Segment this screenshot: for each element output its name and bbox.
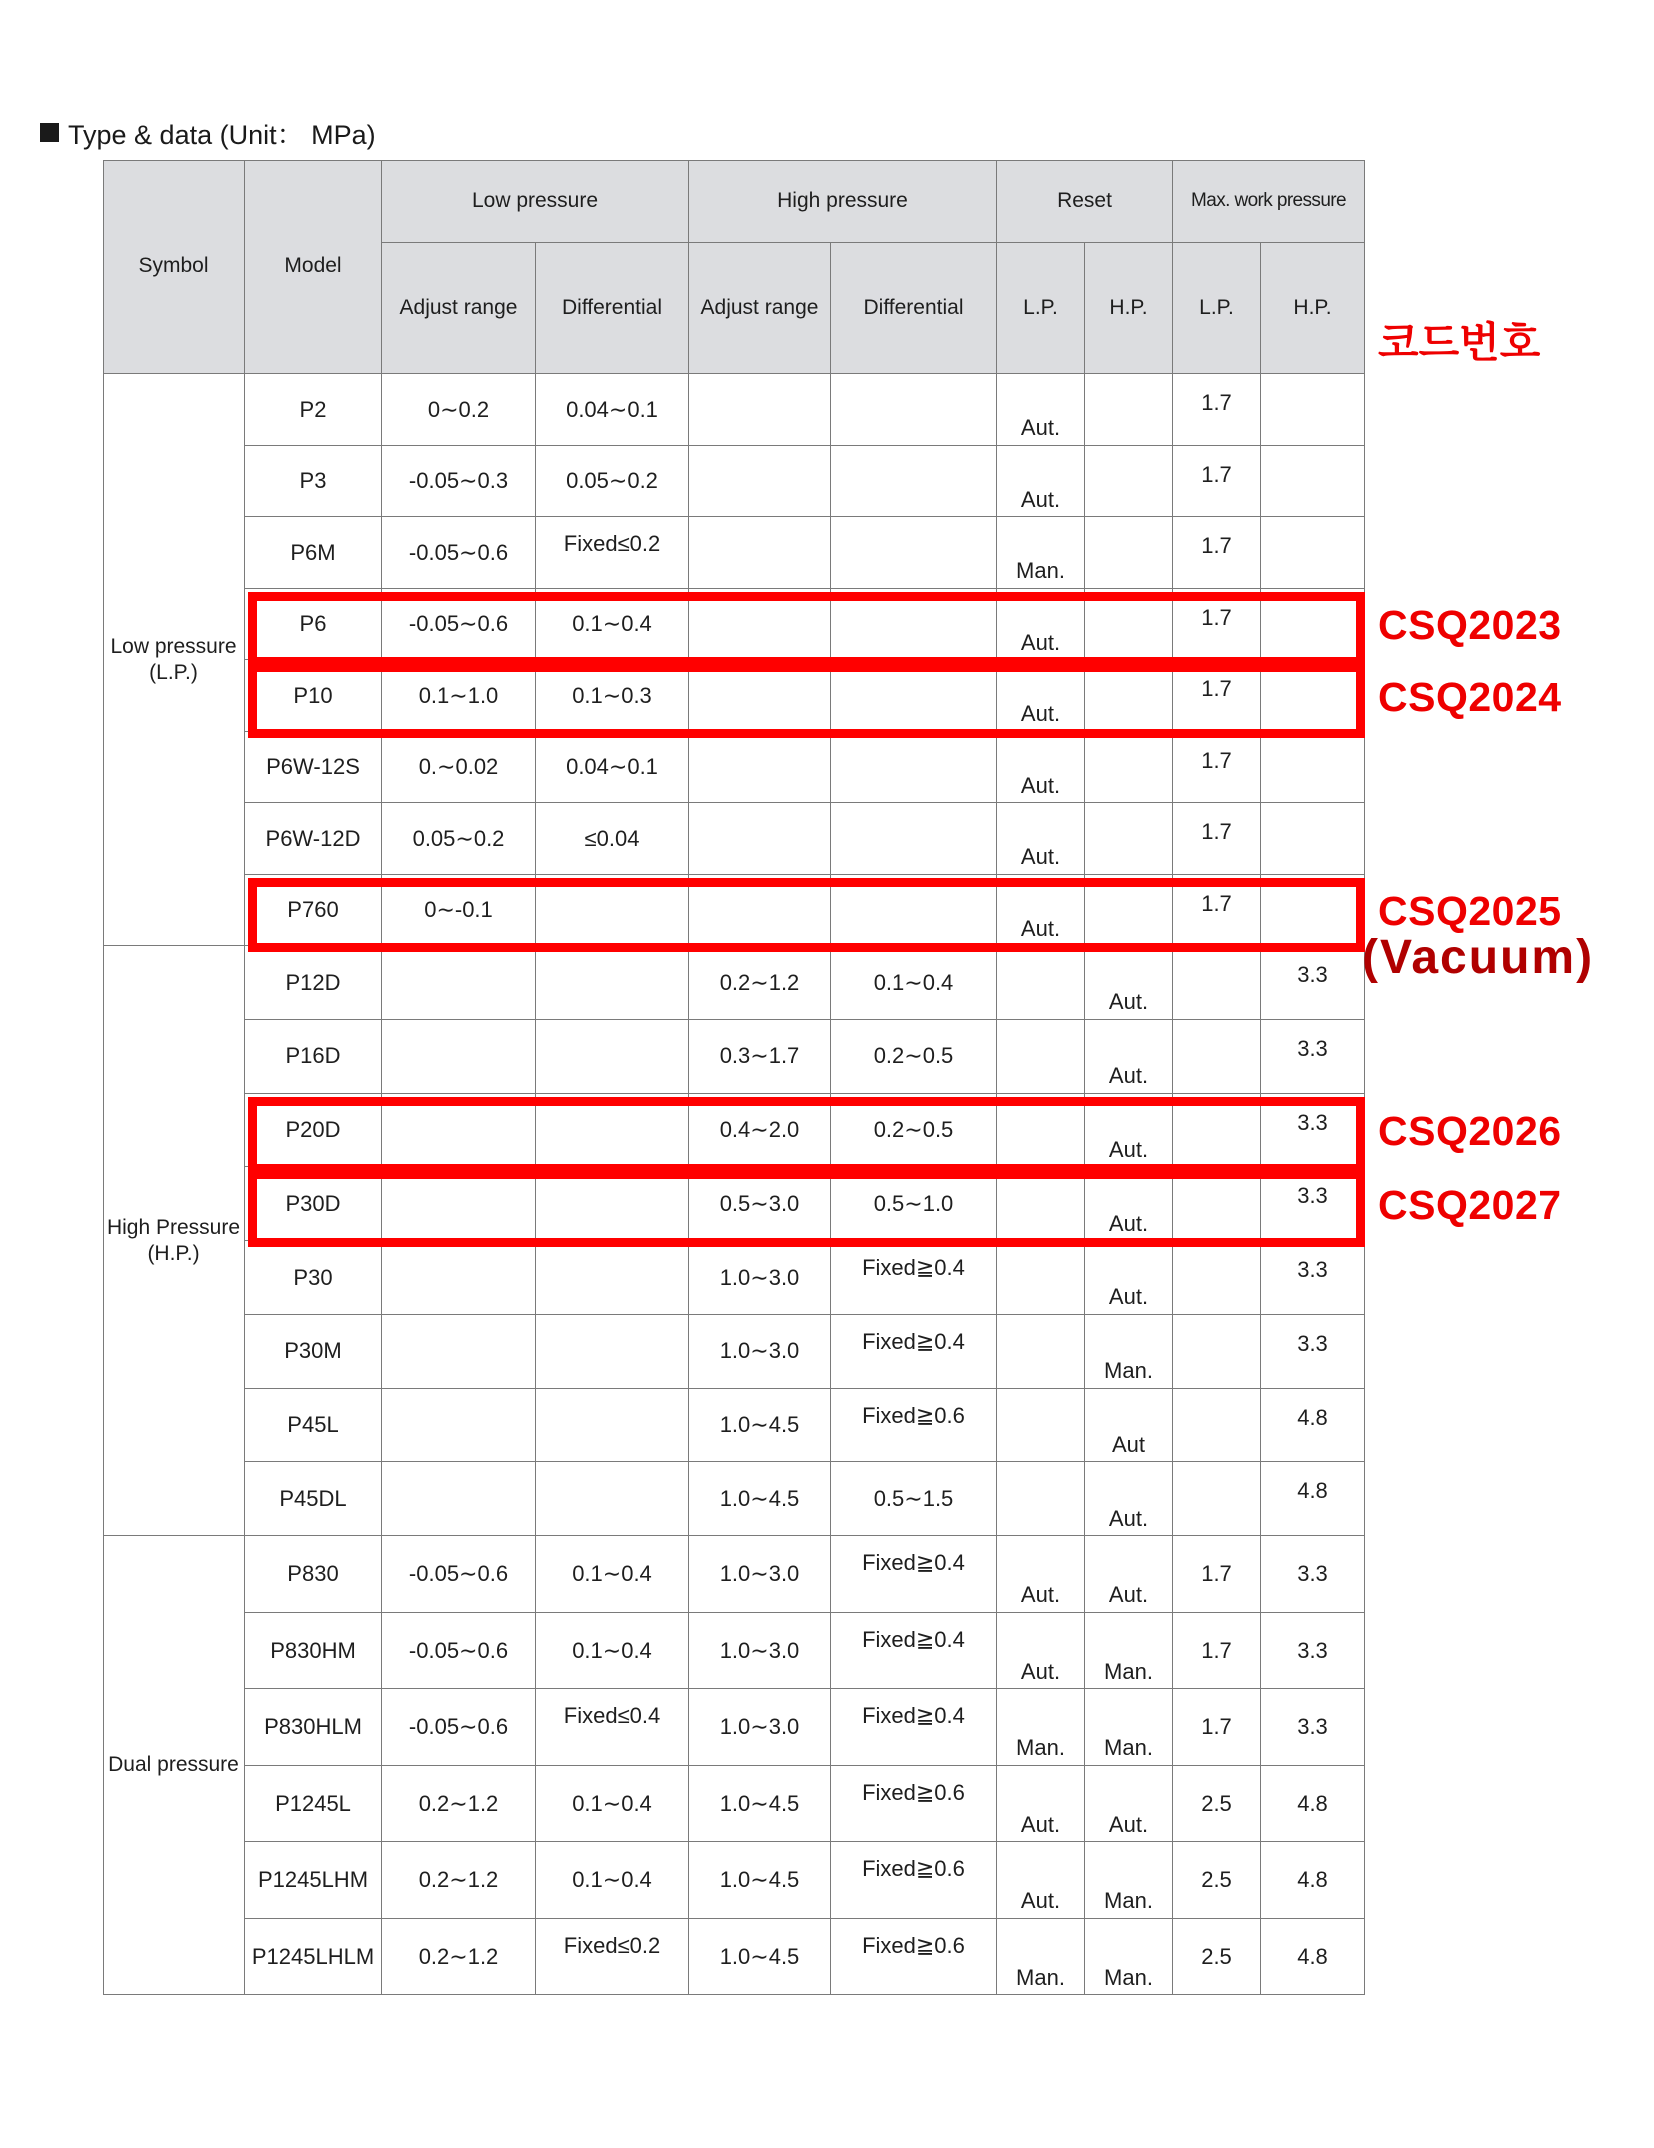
- max-lp-cell: [1173, 1389, 1261, 1463]
- lp-adjust-range-cell: -0.05∼0.6: [382, 517, 536, 589]
- header-max-work-pressure: Max. work pressure: [1173, 160, 1365, 243]
- lp-adjust-range-cell: [382, 1315, 536, 1389]
- reset-hp-cell: Man.: [1085, 1689, 1173, 1766]
- model-cell: P1245LHM: [245, 1842, 382, 1919]
- max-lp-cell: [1173, 1167, 1261, 1241]
- model-cell: P10: [245, 660, 382, 732]
- section-title-text: Type & data (Unit： MPa): [68, 120, 376, 150]
- model-cell: P45L: [245, 1389, 382, 1463]
- hp-differential-cell: [831, 660, 997, 732]
- max-lp-cell: [1173, 946, 1261, 1020]
- max-lp-cell: 1.7: [1173, 1689, 1261, 1766]
- max-lp-cell: [1173, 1241, 1261, 1315]
- header-lp-adjust-range: Adjust range: [382, 243, 536, 374]
- max-lp-cell: [1173, 1315, 1261, 1389]
- lp-adjust-range-cell: 0.∼0.02: [382, 732, 536, 804]
- group-high-pressure: High Pressure (H.P.): [103, 946, 245, 1536]
- max-hp-cell: 4.8: [1261, 1919, 1365, 1996]
- lp-adjust-range-cell: -0.05∼0.6: [382, 1613, 536, 1690]
- lp-adjust-range-cell: -0.05∼0.6: [382, 1536, 536, 1613]
- reset-hp-cell: Aut.: [1085, 1167, 1173, 1241]
- hp-adjust-range-cell: [689, 732, 831, 804]
- lp-differential-cell: 0.04∼0.1: [536, 732, 689, 804]
- reset-hp-cell: [1085, 446, 1173, 518]
- hp-differential-cell: [831, 589, 997, 661]
- hp-adjust-range-cell: [689, 660, 831, 732]
- max-hp-cell: 4.8: [1261, 1462, 1365, 1536]
- max-lp-cell: [1173, 1094, 1261, 1168]
- hp-adjust-range-cell: 1.0∼4.5: [689, 1462, 831, 1536]
- hp-adjust-range-cell: 1.0∼3.0: [689, 1613, 831, 1690]
- lp-adjust-range-cell: 0∼0.2: [382, 374, 536, 446]
- group-dual-pressure: Dual pressure: [103, 1536, 245, 1995]
- max-lp-cell: 1.7: [1173, 517, 1261, 589]
- code-number-header: 코드번호: [1378, 319, 1541, 366]
- hp-differential-cell: [831, 875, 997, 947]
- reset-lp-cell: [997, 946, 1085, 1020]
- header-reset-lp: L.P.: [997, 243, 1085, 374]
- lp-adjust-range-cell: [382, 946, 536, 1020]
- hp-adjust-range-cell: 1.0∼4.5: [689, 1842, 831, 1919]
- lp-differential-cell: ≤0.04: [536, 803, 689, 875]
- hp-differential-cell: Fixed≧0.6: [831, 1842, 997, 1919]
- max-hp-cell: [1261, 374, 1365, 446]
- max-hp-cell: 3.3: [1261, 946, 1365, 1020]
- hp-differential-cell: 0.2∼0.5: [831, 1020, 997, 1094]
- model-cell: P16D: [245, 1020, 382, 1094]
- lp-differential-cell: 0.1∼0.4: [536, 1766, 689, 1843]
- hp-adjust-range-cell: [689, 374, 831, 446]
- header-high-pressure: High pressure: [689, 160, 997, 243]
- reset-lp-cell: Man.: [997, 1689, 1085, 1766]
- max-hp-cell: [1261, 732, 1365, 804]
- max-lp-cell: 1.7: [1173, 875, 1261, 947]
- hp-adjust-range-cell: [689, 517, 831, 589]
- max-hp-cell: [1261, 875, 1365, 947]
- reset-lp-cell: Aut.: [997, 374, 1085, 446]
- lp-differential-cell: 0.1∼0.4: [536, 1536, 689, 1613]
- max-hp-cell: [1261, 660, 1365, 732]
- max-hp-cell: 3.3: [1261, 1020, 1365, 1094]
- hp-adjust-range-cell: 0.5∼3.0: [689, 1167, 831, 1241]
- header-symbol: Symbol: [103, 160, 245, 374]
- max-lp-cell: 1.7: [1173, 660, 1261, 732]
- product-code-label: CSQ2026: [1378, 1108, 1562, 1155]
- lp-adjust-range-cell: [382, 1241, 536, 1315]
- model-cell: P30M: [245, 1315, 382, 1389]
- reset-lp-cell: [997, 1167, 1085, 1241]
- max-lp-cell: 1.7: [1173, 374, 1261, 446]
- lp-adjust-range-cell: [382, 1389, 536, 1463]
- reset-hp-cell: [1085, 517, 1173, 589]
- hp-adjust-range-cell: 1.0∼3.0: [689, 1241, 831, 1315]
- reset-hp-cell: Aut.: [1085, 1536, 1173, 1613]
- lp-adjust-range-cell: -0.05∼0.6: [382, 1689, 536, 1766]
- header-max-hp: H.P.: [1261, 243, 1365, 374]
- lp-differential-cell: Fixed≤0.2: [536, 1919, 689, 1996]
- lp-differential-cell: [536, 1462, 689, 1536]
- lp-adjust-range-cell: -0.05∼0.6: [382, 589, 536, 661]
- header-reset-hp: H.P.: [1085, 243, 1173, 374]
- reset-hp-cell: [1085, 875, 1173, 947]
- lp-differential-cell: [536, 1315, 689, 1389]
- hp-adjust-range-cell: 1.0∼3.0: [689, 1536, 831, 1613]
- max-hp-cell: 3.3: [1261, 1094, 1365, 1168]
- max-hp-cell: 4.8: [1261, 1842, 1365, 1919]
- max-hp-cell: 3.3: [1261, 1167, 1365, 1241]
- header-reset: Reset: [997, 160, 1173, 243]
- model-cell: P6: [245, 589, 382, 661]
- hp-differential-cell: Fixed≧0.4: [831, 1613, 997, 1690]
- model-cell: P30D: [245, 1167, 382, 1241]
- reset-hp-cell: Aut.: [1085, 1766, 1173, 1843]
- max-hp-cell: 4.8: [1261, 1766, 1365, 1843]
- max-hp-cell: 3.3: [1261, 1689, 1365, 1766]
- lp-differential-cell: [536, 1389, 689, 1463]
- header-low-pressure: Low pressure: [382, 160, 689, 243]
- reset-lp-cell: [997, 1389, 1085, 1463]
- model-cell: P1245L: [245, 1766, 382, 1843]
- model-cell: P30: [245, 1241, 382, 1315]
- reset-lp-cell: Man.: [997, 517, 1085, 589]
- model-cell: P12D: [245, 946, 382, 1020]
- lp-differential-cell: 0.1∼0.4: [536, 589, 689, 661]
- reset-hp-cell: Aut.: [1085, 1020, 1173, 1094]
- hp-adjust-range-cell: [689, 446, 831, 518]
- reset-lp-cell: [997, 1241, 1085, 1315]
- hp-differential-cell: Fixed≧0.4: [831, 1689, 997, 1766]
- hp-differential-cell: Fixed≧0.4: [831, 1241, 997, 1315]
- lp-adjust-range-cell: 0.05∼0.2: [382, 803, 536, 875]
- hp-adjust-range-cell: 1.0∼3.0: [689, 1315, 831, 1389]
- max-hp-cell: [1261, 446, 1365, 518]
- hp-adjust-range-cell: [689, 875, 831, 947]
- reset-lp-cell: Aut.: [997, 446, 1085, 518]
- reset-hp-cell: Man.: [1085, 1613, 1173, 1690]
- reset-hp-cell: [1085, 589, 1173, 661]
- product-code-label: CSQ2023: [1378, 602, 1562, 649]
- reset-hp-cell: Aut: [1085, 1389, 1173, 1463]
- model-cell: P830HM: [245, 1613, 382, 1690]
- model-cell: P6W-12S: [245, 732, 382, 804]
- reset-lp-cell: [997, 1094, 1085, 1168]
- max-lp-cell: 1.7: [1173, 446, 1261, 518]
- reset-lp-cell: Aut.: [997, 732, 1085, 804]
- max-hp-cell: 3.3: [1261, 1536, 1365, 1613]
- model-cell: P830: [245, 1536, 382, 1613]
- reset-hp-cell: Aut.: [1085, 1241, 1173, 1315]
- max-hp-cell: [1261, 517, 1365, 589]
- reset-lp-cell: Aut.: [997, 1842, 1085, 1919]
- model-cell: P3: [245, 446, 382, 518]
- lp-adjust-range-cell: 0.2∼1.2: [382, 1842, 536, 1919]
- max-hp-cell: 4.8: [1261, 1389, 1365, 1463]
- max-lp-cell: [1173, 1462, 1261, 1536]
- max-lp-cell: 1.7: [1173, 589, 1261, 661]
- model-cell: P20D: [245, 1094, 382, 1168]
- header-hp-differential: Differential: [831, 243, 997, 374]
- hp-differential-cell: [831, 803, 997, 875]
- section-title: [40, 113, 376, 152]
- reset-hp-cell: Man.: [1085, 1842, 1173, 1919]
- reset-hp-cell: [1085, 803, 1173, 875]
- lp-differential-cell: [536, 1020, 689, 1094]
- lp-differential-cell: 0.04∼0.1: [536, 374, 689, 446]
- reset-hp-cell: [1085, 660, 1173, 732]
- model-cell: P760: [245, 875, 382, 947]
- max-hp-cell: 3.3: [1261, 1241, 1365, 1315]
- reset-hp-cell: [1085, 374, 1173, 446]
- lp-differential-cell: [536, 946, 689, 1020]
- hp-differential-cell: [831, 732, 997, 804]
- hp-differential-cell: Fixed≧0.6: [831, 1766, 997, 1843]
- hp-adjust-range-cell: 1.0∼3.0: [689, 1689, 831, 1766]
- lp-differential-cell: 0.1∼0.4: [536, 1842, 689, 1919]
- reset-hp-cell: Man.: [1085, 1919, 1173, 1996]
- reset-lp-cell: Aut.: [997, 803, 1085, 875]
- reset-lp-cell: [997, 1020, 1085, 1094]
- lp-differential-cell: [536, 1241, 689, 1315]
- hp-differential-cell: 0.2∼0.5: [831, 1094, 997, 1168]
- lp-adjust-range-cell: 0.2∼1.2: [382, 1919, 536, 1996]
- reset-lp-cell: Aut.: [997, 660, 1085, 732]
- hp-differential-cell: Fixed≧0.4: [831, 1536, 997, 1613]
- lp-differential-cell: Fixed≤0.4: [536, 1689, 689, 1766]
- hp-differential-cell: 0.5∼1.0: [831, 1167, 997, 1241]
- max-lp-cell: 2.5: [1173, 1766, 1261, 1843]
- reset-lp-cell: Aut.: [997, 875, 1085, 947]
- reset-hp-cell: Man.: [1085, 1315, 1173, 1389]
- max-lp-cell: 1.7: [1173, 1613, 1261, 1690]
- square-bullet-icon: [40, 123, 59, 142]
- lp-differential-cell: [536, 1167, 689, 1241]
- header-hp-adjust-range: Adjust range: [689, 243, 831, 374]
- reset-lp-cell: Aut.: [997, 1536, 1085, 1613]
- reset-lp-cell: Aut.: [997, 589, 1085, 661]
- reset-hp-cell: Aut.: [1085, 946, 1173, 1020]
- spec-table: [103, 160, 1365, 1995]
- hp-differential-cell: 0.1∼0.4: [831, 946, 997, 1020]
- max-hp-cell: 3.3: [1261, 1613, 1365, 1690]
- hp-adjust-range-cell: 1.0∼4.5: [689, 1766, 831, 1843]
- lp-differential-cell: [536, 875, 689, 947]
- model-cell: P45DL: [245, 1462, 382, 1536]
- reset-hp-cell: [1085, 732, 1173, 804]
- product-code-label: CSQ2025: [1378, 888, 1562, 935]
- model-cell: P2: [245, 374, 382, 446]
- lp-adjust-range-cell: [382, 1020, 536, 1094]
- header-max-lp: L.P.: [1173, 243, 1261, 374]
- hp-adjust-range-cell: 0.4∼2.0: [689, 1094, 831, 1168]
- max-lp-cell: 1.7: [1173, 1536, 1261, 1613]
- model-cell: P6W-12D: [245, 803, 382, 875]
- lp-differential-cell: [536, 1094, 689, 1168]
- lp-differential-cell: 0.1∼0.4: [536, 1613, 689, 1690]
- hp-differential-cell: [831, 446, 997, 518]
- lp-differential-cell: Fixed≤0.2: [536, 517, 689, 589]
- max-lp-cell: 1.7: [1173, 803, 1261, 875]
- hp-differential-cell: [831, 517, 997, 589]
- lp-adjust-range-cell: 0.1∼1.0: [382, 660, 536, 732]
- header-lp-differential: Differential: [536, 243, 689, 374]
- reset-lp-cell: Man.: [997, 1919, 1085, 1996]
- group-low-pressure: Low pressure (L.P.): [103, 374, 245, 946]
- model-cell: P6M: [245, 517, 382, 589]
- reset-hp-cell: Aut.: [1085, 1462, 1173, 1536]
- reset-lp-cell: Aut.: [997, 1766, 1085, 1843]
- lp-adjust-range-cell: [382, 1094, 536, 1168]
- lp-adjust-range-cell: -0.05∼0.3: [382, 446, 536, 518]
- model-cell: P830HLM: [245, 1689, 382, 1766]
- max-hp-cell: [1261, 589, 1365, 661]
- hp-differential-cell: Fixed≧0.4: [831, 1315, 997, 1389]
- hp-adjust-range-cell: 0.3∼1.7: [689, 1020, 831, 1094]
- hp-differential-cell: [831, 374, 997, 446]
- lp-adjust-range-cell: [382, 1462, 536, 1536]
- hp-differential-cell: 0.5∼1.5: [831, 1462, 997, 1536]
- max-lp-cell: 2.5: [1173, 1842, 1261, 1919]
- product-code-label: CSQ2027: [1378, 1182, 1562, 1229]
- lp-differential-cell: 0.05∼0.2: [536, 446, 689, 518]
- hp-differential-cell: Fixed≧0.6: [831, 1389, 997, 1463]
- hp-adjust-range-cell: 1.0∼4.5: [689, 1389, 831, 1463]
- lp-differential-cell: 0.1∼0.3: [536, 660, 689, 732]
- model-cell: P1245LHLM: [245, 1919, 382, 1996]
- hp-adjust-range-cell: [689, 803, 831, 875]
- reset-lp-cell: [997, 1315, 1085, 1389]
- lp-adjust-range-cell: 0∼-0.1: [382, 875, 536, 947]
- max-lp-cell: [1173, 1020, 1261, 1094]
- lp-adjust-range-cell: [382, 1167, 536, 1241]
- hp-adjust-range-cell: 0.2∼1.2: [689, 946, 831, 1020]
- product-code-label: CSQ2024: [1378, 673, 1562, 720]
- max-hp-cell: 3.3: [1261, 1315, 1365, 1389]
- hp-adjust-range-cell: 1.0∼4.5: [689, 1919, 831, 1996]
- reset-lp-cell: [997, 1462, 1085, 1536]
- max-lp-cell: 1.7: [1173, 732, 1261, 804]
- lp-adjust-range-cell: 0.2∼1.2: [382, 1766, 536, 1843]
- max-lp-cell: 2.5: [1173, 1919, 1261, 1996]
- reset-lp-cell: Aut.: [997, 1613, 1085, 1690]
- reset-hp-cell: Aut.: [1085, 1094, 1173, 1168]
- hp-adjust-range-cell: [689, 589, 831, 661]
- vacuum-note: (Vacuum): [1362, 931, 1595, 985]
- header-model: Model: [245, 160, 382, 374]
- hp-differential-cell: Fixed≧0.6: [831, 1919, 997, 1996]
- max-hp-cell: [1261, 803, 1365, 875]
